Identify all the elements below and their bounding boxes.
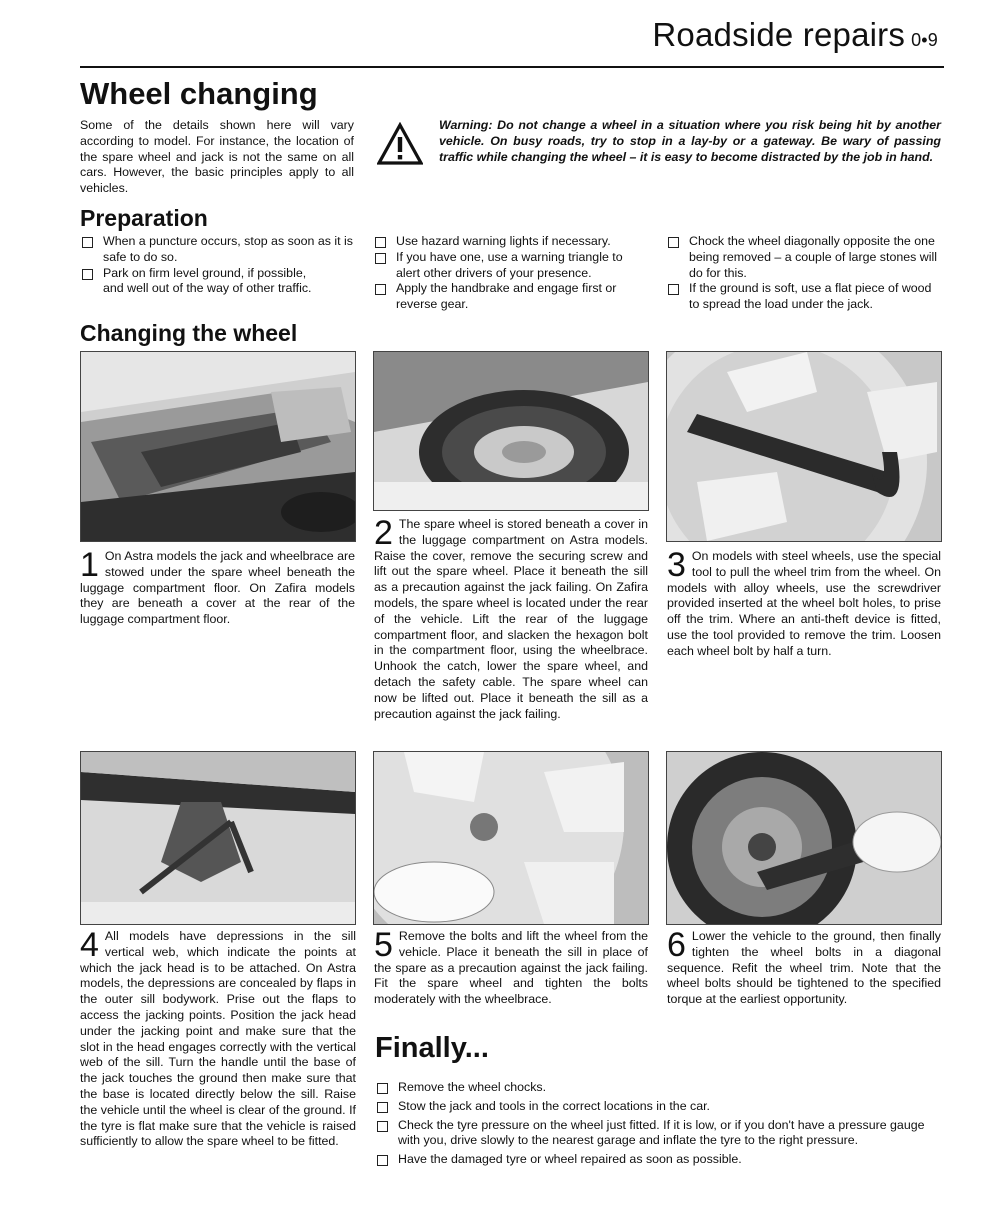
checklist-item: When a puncture occurs, stop as soon as it is safe to do so. <box>80 234 356 266</box>
checkbox-icon <box>377 1155 388 1166</box>
checklist-item: Stow the jack and tools in the correct locations in the car. <box>375 1099 942 1115</box>
finally-heading: Finally... <box>375 1032 489 1064</box>
step-5 <box>374 926 648 1008</box>
checkbox-icon <box>375 253 386 264</box>
warning-triangle-icon <box>377 122 423 166</box>
step-text: All models have depressions in the sill vertical web, which indicate the points at which the jack head is to be attached. On Astra models, the depressions are concealed by flaps in the outer sill bodywork. Prise out the flaps to access the jacking points. Position the jack head under the jacking point and make sure that the slot in the head engages correctly with the vertical web of the sill. Turn the handle until the base of the jack touches the ground then make sure that the base is located directly below the sill. Raise the vehicle until the wheel is clear of the ground. If the tyre is flat make sure that the vehicle is raised sufficiently to allow the spare wheel to be fitted. <box>80 929 356 1149</box>
step-text: On Astra models the jack and wheelbrace are stowed under the spare wheel beneath the luggage compartment floor. On Zafira models they are beneath a cover at the rear of the luggage compartment floor. <box>80 549 355 627</box>
step-4 <box>80 926 356 1150</box>
preparation-list-col1 <box>80 234 356 297</box>
finally-list <box>375 1080 942 1168</box>
photo-step-5 <box>373 751 649 925</box>
step-text: The spare wheel is stored beneath a cover in the luggage compartment on Astra models. Raise the cover, remove the securing screw and lift out the spare wheel. Place it beneath the sill as a precaution against the jack failing. On Zafira models, the spare wheel is located under the rear of the vehicle. Lift the rear of the luggage compartment floor, and slacken the hexagon bolt in the compartment floor, using the wheelbrace. Unhook the catch, lower the spare wheel, and detach the safety cable. The spare wheel can now be lifted out. Place it beneath the sill as a precaution against the jack failing. <box>374 517 648 721</box>
checkbox-icon <box>377 1102 388 1113</box>
checkbox-icon <box>82 237 93 248</box>
step-number: 5 <box>374 926 393 964</box>
step-number: 3 <box>667 546 686 584</box>
step-1 <box>80 546 355 628</box>
photo-step-4 <box>80 751 356 925</box>
step-6 <box>667 926 941 1008</box>
checkbox-icon <box>375 284 386 295</box>
photo-step-1 <box>80 351 356 542</box>
step-number: 4 <box>80 926 99 964</box>
preparation-heading: Preparation <box>80 205 208 231</box>
checklist-item: If the ground is soft, use a flat piece of wood to spread the load under the jack. <box>666 281 942 313</box>
step-3 <box>667 546 941 660</box>
checkbox-icon <box>668 284 679 295</box>
checklist-item: If you have one, use a warning triangle to alert other drivers of your presence. <box>373 250 645 282</box>
step-text: On models with steel wheels, use the special tool to pull the wheel trim from the wheel. On models with alloy wheels, use the screwdriver provided inserted at the wheel bolt holes, to prise off the trim. Where an anti-theft device is fitted, use the tool provided to remove the trim. Loosen each wheel bolt by half a turn. <box>667 549 941 658</box>
running-header <box>652 16 938 54</box>
checklist-item: Check the tyre pressure on the wheel just fitted. If it is low, or if you don't have a pressure gauge with you, drive slowly to the nearest garage and inflate the tyre to the right pressure. <box>375 1118 942 1150</box>
page-number: 0•9 <box>911 30 938 50</box>
checklist-item: Remove the wheel chocks. <box>375 1080 942 1096</box>
page-title: Wheel changing <box>80 76 318 111</box>
checkbox-icon <box>668 237 679 248</box>
step-text: Lower the vehicle to the ground, then finally tighten the wheel bolts in a diagonal sequence. Refit the wheel trim. Note that the wheel bolts should be tightened to the specified torque at the earliest opportunity. <box>667 929 941 1007</box>
photo-step-3 <box>666 351 942 542</box>
step-number: 2 <box>374 514 393 552</box>
preparation-list-col2 <box>373 234 645 313</box>
header-rule <box>80 66 944 68</box>
step-number: 1 <box>80 546 99 584</box>
checkbox-icon <box>375 237 386 248</box>
photo-step-2 <box>373 351 649 511</box>
checklist-item: Chock the wheel diagonally opposite the one being removed – a couple of large stones will do for this. <box>666 234 942 281</box>
checklist-item: Park on firm level ground, if possible, and well out of the way of other traffic. <box>80 266 356 298</box>
checkbox-icon <box>82 269 93 280</box>
step-2 <box>374 514 648 722</box>
preparation-list-col3 <box>666 234 942 313</box>
warning-text: Warning: Do not change a wheel in a situation where you risk being hit by another vehicle. On busy roads, try to stop in a lay-by or a gateway. Be wary of passing traffic while changing the wheel – it is easy to become distracted by the job in hand. <box>439 118 941 164</box>
checklist-item: Use hazard warning lights if necessary. <box>373 234 645 250</box>
checklist-item: Have the damaged tyre or wheel repaired as soon as possible. <box>375 1152 942 1168</box>
checkbox-icon <box>377 1121 388 1132</box>
photo-step-6 <box>666 751 942 925</box>
section-title: Roadside repairs <box>652 16 906 53</box>
intro-paragraph: Some of the details shown here will vary according to model. For instance, the location of the spare wheel and jack is not the same on all cars. However, the basic principles apply to all vehicles. <box>80 118 354 196</box>
checkbox-icon <box>377 1083 388 1094</box>
step-text: Remove the bolts and lift the wheel from the vehicle. Place it beneath the sill in place of the spare as a precaution against the jack failing. Fit the spare wheel and tighten the bolts moderately with the wheelbrace. <box>374 929 648 1007</box>
changing-heading: Changing the wheel <box>80 320 298 346</box>
checklist-item: Apply the handbrake and engage first or reverse gear. <box>373 281 645 313</box>
step-number: 6 <box>667 926 686 964</box>
